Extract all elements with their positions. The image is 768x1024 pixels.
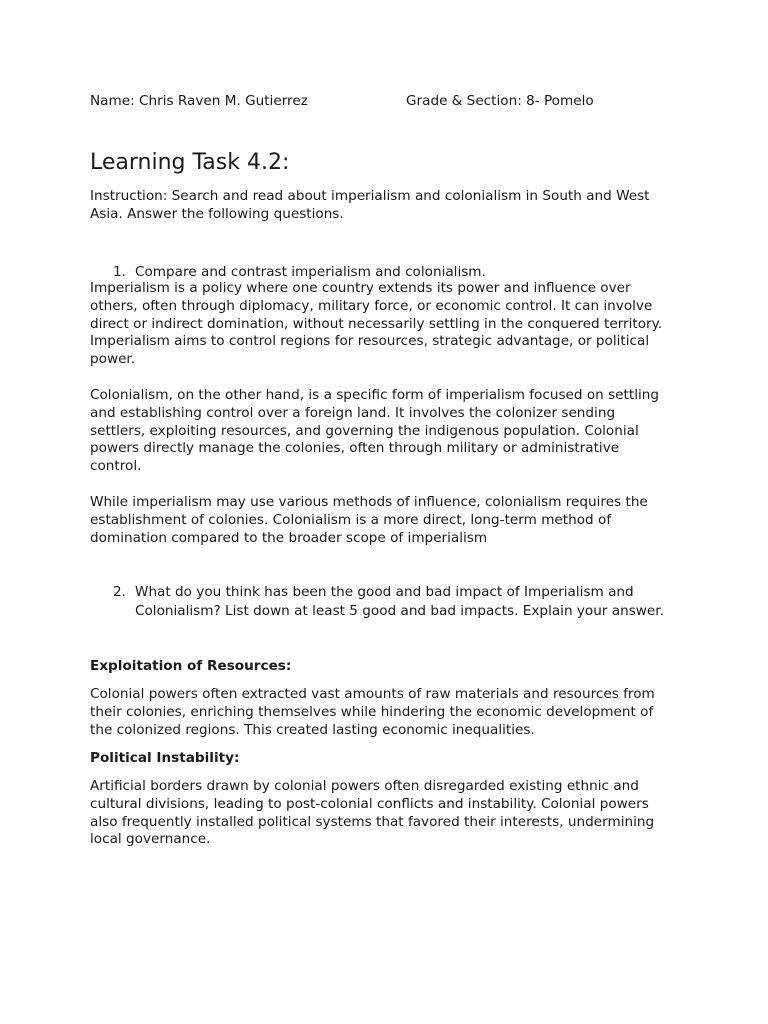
student-name: Name: Chris Raven M. Gutierrez bbox=[90, 93, 308, 109]
question-2-number: 2. bbox=[113, 584, 126, 600]
section-body-political: Artificial borders drawn by colonial powers often disregarded existing ethnic and cultural divisions, leading to post-colonial conflicts and instability. Colonial powers also frequently installed political systems that favored their interests, undermining local governance. bbox=[90, 778, 655, 848]
question-2-text: What do you think has been the good and bad impact of Imperialism and Colonialism? List down at least 5 good and bad impacts. Explain your answer. bbox=[135, 584, 664, 619]
section-heading-exploitation: Exploitation of Resources: bbox=[90, 658, 292, 674]
answer-1-imperialism: Imperialism is a policy where one country extends its power and influence over others, often through diplomacy, military force, or economic control. It can involve direct or indirect domination, without necessarily settling in the conquered territory. Imperialism aims to control regions for resources, strategic advantage, or political power. bbox=[90, 280, 663, 368]
question-1-number: 1. bbox=[113, 264, 126, 280]
section-body-exploitation: Colonial powers often extracted vast amounts of raw materials and resources from their colonies, enriching themselves while hindering the economic development of the colonized regions. This created lasting economic inequalities. bbox=[90, 686, 655, 738]
section-heading-political: Political Instability: bbox=[90, 750, 240, 766]
instruction-text: Instruction: Search and read about imperialism and colonialism in South and West Asia. Answer the following questions. bbox=[90, 188, 650, 222]
grade-section: Grade & Section: 8- Pomelo bbox=[406, 93, 594, 109]
answer-1-colonialism: Colonialism, on the other hand, is a specific form of imperialism focused on settling and establishing control over a foreign land. It involves the colonizer sending settlers, exploiting resources, and governing the indigenous population. Colonial powers directly manage the colonies, often through military or administrative control. bbox=[90, 387, 659, 475]
question-1-text: Compare and contrast imperialism and colonialism. bbox=[135, 264, 486, 280]
student-header bbox=[90, 92, 690, 110]
answer-1-comparison: While imperialism may use various methods of influence, colonialism requires the establishment of colonies. Colonialism is a more direct, long-term method of domination compared to the broader scope of imperialism bbox=[90, 494, 648, 546]
page-title: Learning Task 4.2: bbox=[90, 150, 290, 175]
